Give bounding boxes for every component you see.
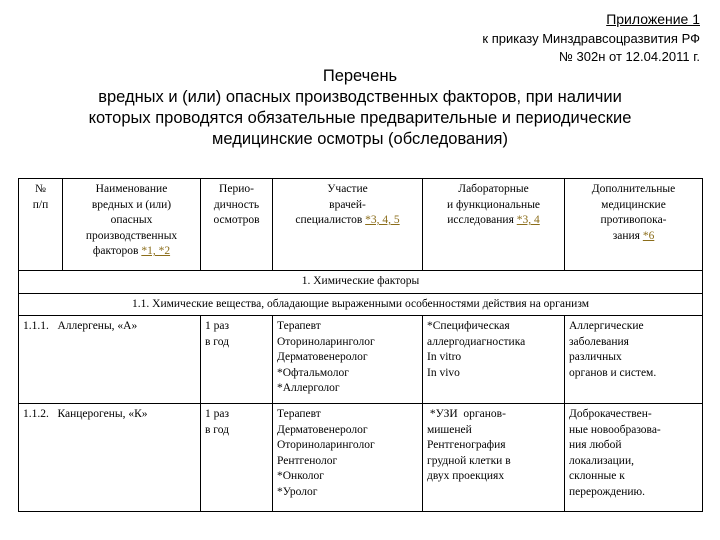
doctors-cell: Терапевт Оториноларинголог Дерматовенеролог *Офтальмолог *Аллерголог <box>273 316 423 404</box>
subsection-chemical-substances: 1.1. Химические вещества, обладающие выраженными особенностями действия на организм <box>19 293 703 316</box>
header-num: № п/п <box>19 179 63 271</box>
table-row <box>19 404 703 512</box>
row-number: 1.1.2. <box>23 408 49 420</box>
table-row <box>19 316 703 404</box>
periodicity-cell: 1 раз в год <box>201 404 273 512</box>
title-line-4: медицинские осмотры (обследования) <box>212 130 508 148</box>
lab-cell: *Специфическая аллергодиагностика In vitro In vivo <box>423 316 565 404</box>
document-title <box>0 66 720 150</box>
footnote-link-extra[interactable]: *6 <box>642 229 655 242</box>
title-line-1: Перечень <box>322 67 398 85</box>
factor-cell <box>19 404 201 512</box>
lab-cell: *УЗИ органов- мишеней Рентгенография грудной клетки в двух проекциях <box>423 404 565 512</box>
footnote-link-lab[interactable]: *3, 4 <box>516 214 540 226</box>
section-row <box>19 271 703 294</box>
title-line-3: которых проводятся обязательные предварительные и периодические <box>88 109 632 127</box>
factor-cell <box>19 316 201 404</box>
order-number-date: № 302н от 12.04.2011 г. <box>558 49 700 64</box>
footnote-link-doctors[interactable]: *3, 4, 5 <box>365 214 400 226</box>
factors-table <box>18 178 703 512</box>
appendix-label: Приложение 1 <box>606 11 700 27</box>
section-chemical-factors: 1. Химические факторы <box>19 271 703 294</box>
subsection-row <box>19 293 703 316</box>
title-line-2: вредных и (или) опасных производственных факторов, при наличии <box>98 88 622 106</box>
header-periodicity: Перио- дичность осмотров <box>201 179 273 271</box>
header-doctors: Участие врачей- специалистов *3, 4, 5 <box>273 179 423 271</box>
periodicity-cell: 1 раз в год <box>201 316 273 404</box>
header-factor-name: Наименование вредных и (или) опасных производственных факторов *1, *2 <box>63 179 201 271</box>
factor-name: Канцерогены, «К» <box>57 408 148 420</box>
footnote-link-name[interactable]: *1, *2 <box>141 245 171 257</box>
contraindications-cell: Доброкачествен- ные новообразова- ния любой локализации, склонные к перерождению. <box>565 404 703 512</box>
header-contraindications: Дополнительные медицинские противопока- зания *6 <box>565 179 703 271</box>
header-lab-tests: Лабораторные и функциональные исследования *3, 4 <box>423 179 565 271</box>
row-number: 1.1.1. <box>23 320 49 332</box>
doctors-cell: Терапевт Дерматовенеролог Оториноларинголог Рентгенолог *Онколог *Уролог <box>273 404 423 512</box>
order-reference: к приказу Минздравсоцразвития РФ <box>482 31 700 46</box>
table-header-row <box>19 179 703 271</box>
factor-name: Аллергены, «А» <box>57 320 138 332</box>
contraindications-cell: Аллергические заболевания различных органов и систем. <box>565 316 703 404</box>
document-header <box>482 10 700 66</box>
